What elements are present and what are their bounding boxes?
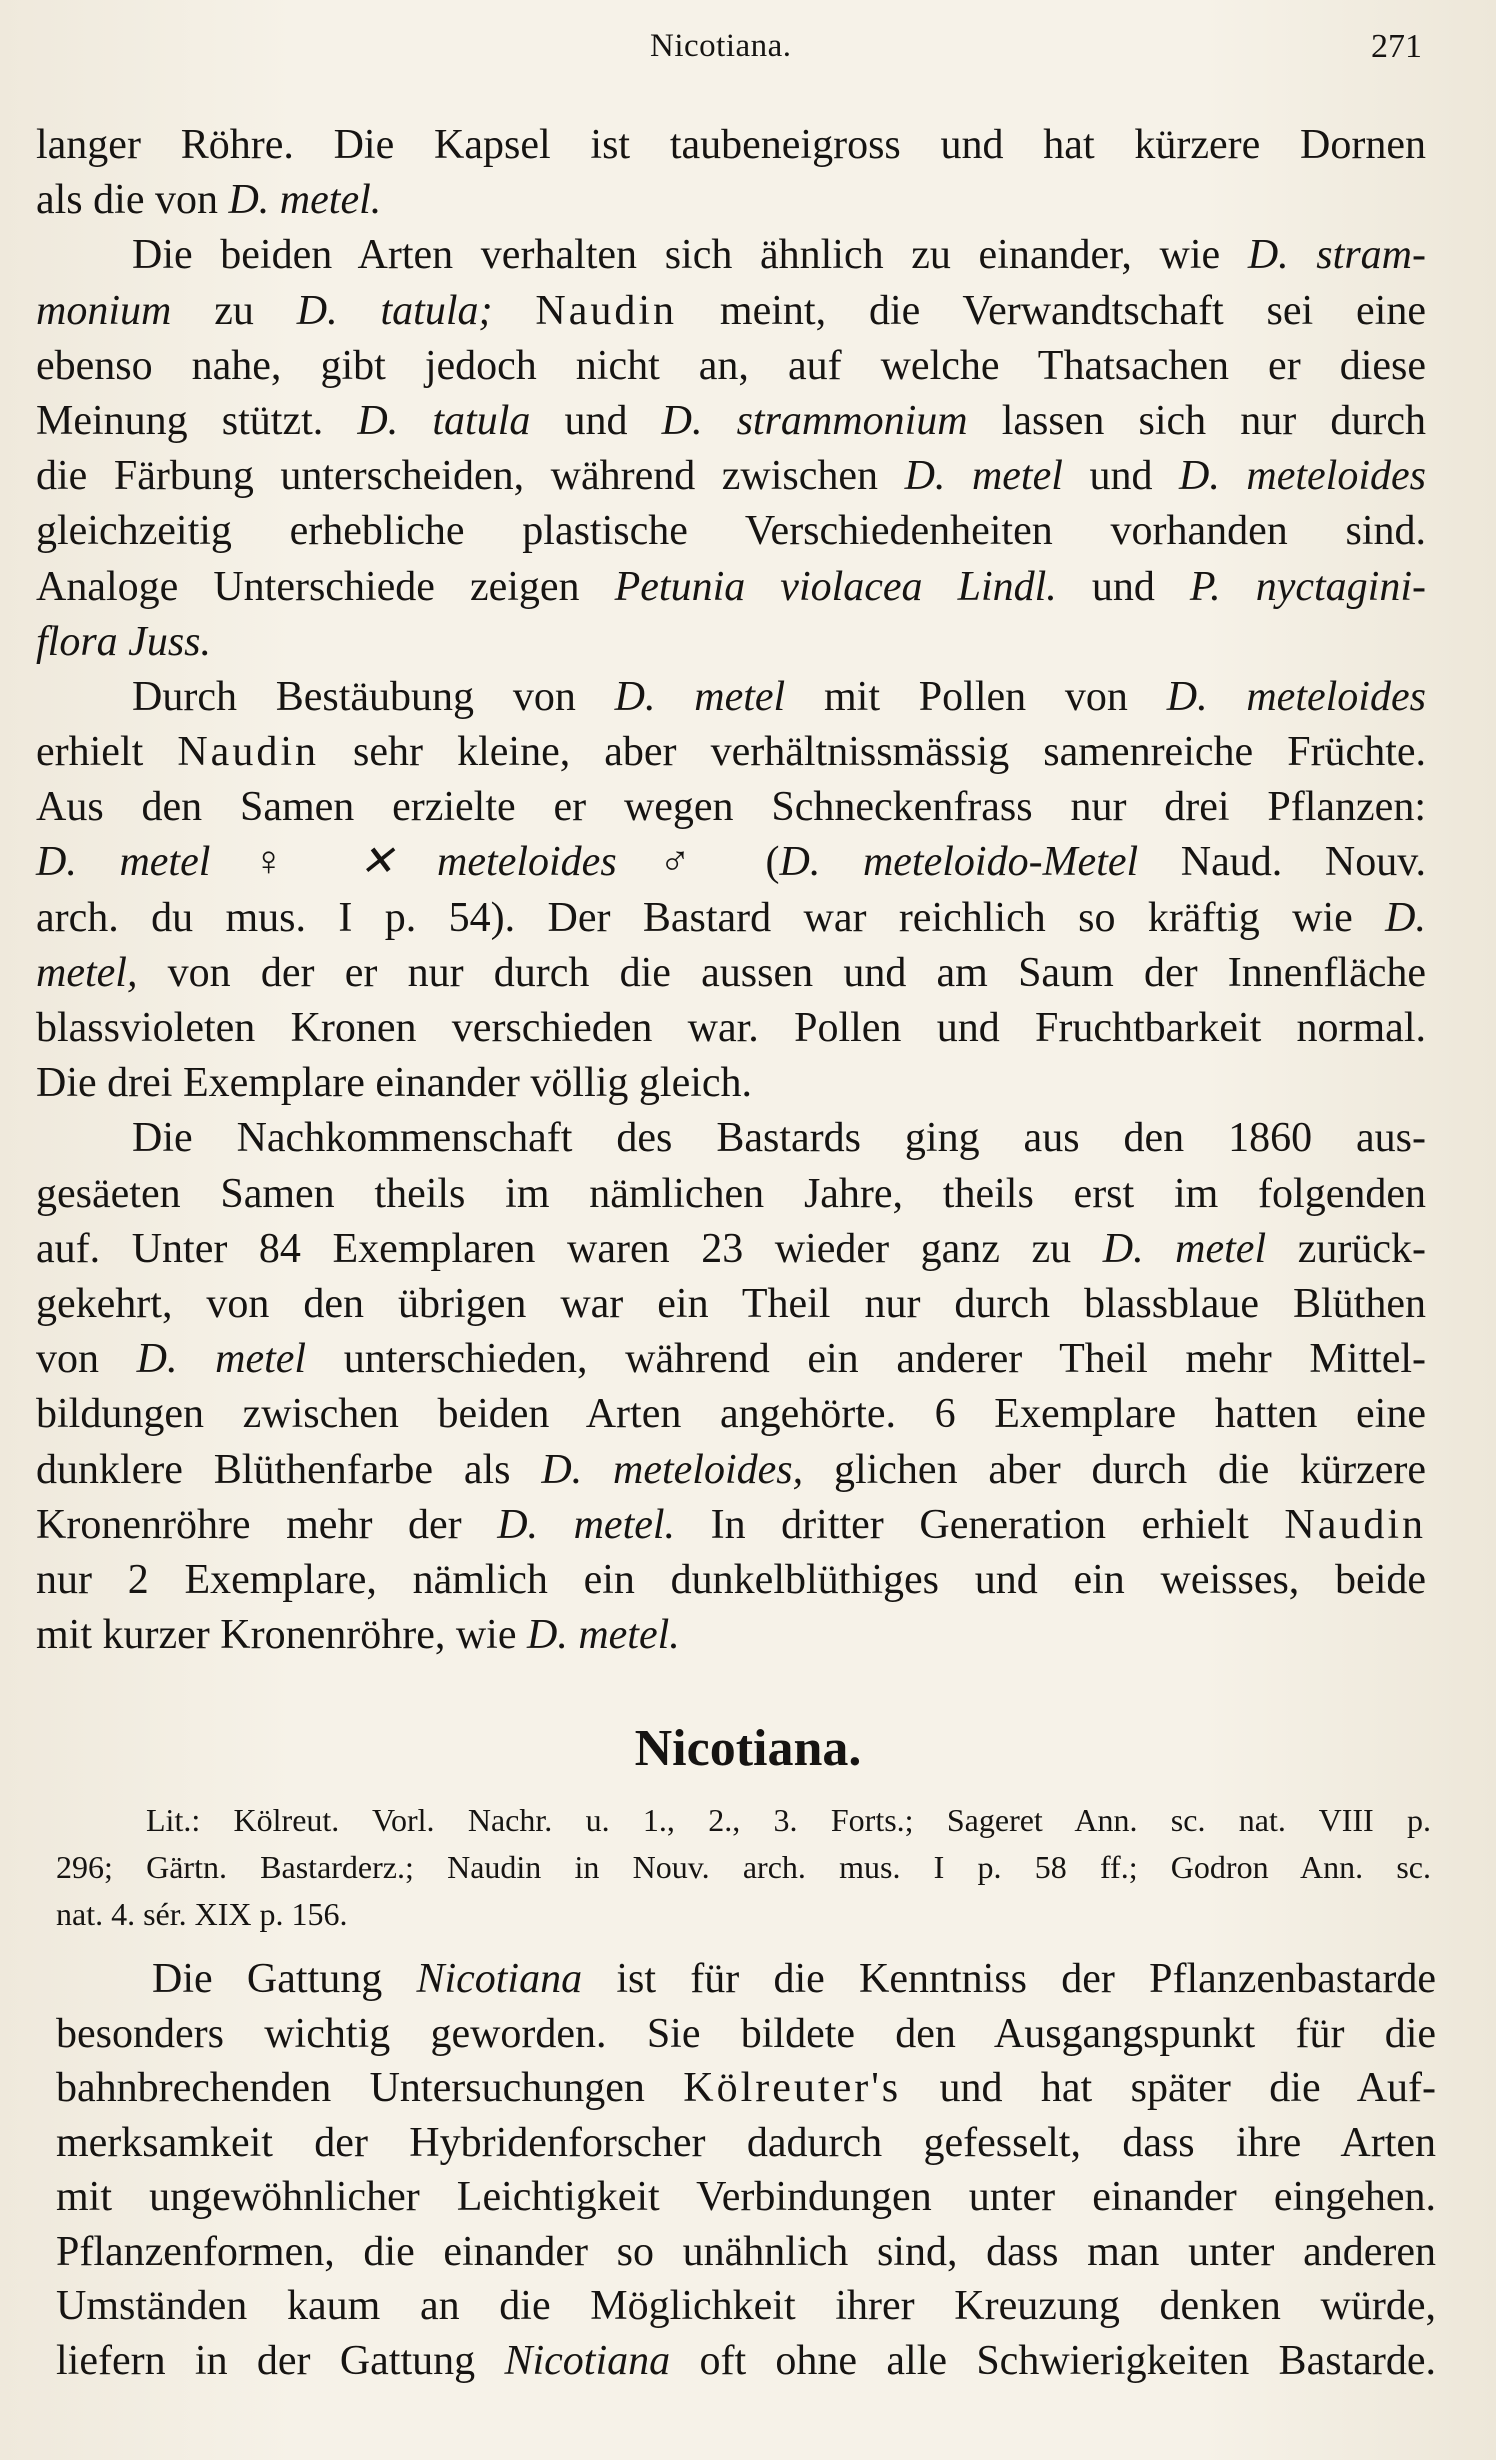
text-run: besonders wichtig geworden. Sie bildete den Ausgangspunkt für die [56, 2010, 1436, 2057]
text-line [36, 1277, 1426, 1332]
text-run: ebenso nahe, gibt jedoch nicht an, auf welche Thatsachen er diese [36, 342, 1426, 389]
italic-text: flora Juss. [36, 618, 212, 665]
text-line [36, 946, 1426, 1001]
text-run: die Färbung unterscheiden, während zwischen [36, 453, 905, 500]
italic-text: D. [1385, 894, 1426, 941]
text-run: Analoge Unterschiede zeigen [36, 563, 615, 610]
italic-text: D. tatula [357, 397, 531, 444]
section-heading: Nicotiana. [634, 1720, 862, 1777]
italic-text: D. metel [136, 1336, 307, 1383]
text-line [56, 1952, 1436, 2007]
italic-text: D. metel ♀ ✕ meteloides ♂ [36, 839, 723, 886]
running-head-title: Nicotiana. [650, 28, 792, 64]
text-run: blassvioleten Kronen verschieden war. Pollen und Fruchtbarkeit normal. [36, 1005, 1426, 1051]
text-run: Kronenröhre mehr der [36, 1501, 498, 1548]
text-run: ist für die Kenntniss der Pflanzenbastarde [582, 1956, 1436, 2002]
text-run: gekehrt, von den übrigen war ein Theil nur durch blassblaue Blüthen [36, 1280, 1426, 1327]
text-run: Die drei Exemplare einander völlig gleich. [36, 1060, 753, 1107]
text-line [36, 1111, 1426, 1166]
text-run: Pflanzenformen, die einander so unähnlich sind, dass man unter anderen [56, 2228, 1436, 2275]
text-run: mit kurzer Kronenröhre, wie [36, 1612, 527, 1659]
text-line [36, 1222, 1426, 1277]
italic-text: D. meteloides, [541, 1446, 804, 1493]
text-run: Naud. Nouv. [1138, 839, 1426, 886]
text-run: Die beiden Arten verhalten sich ähnlich zu einander, wie [132, 232, 1248, 279]
literature-line: 296; Gärtn. Bastarderz.; Naudin in Nouv. arch. mus. I p. 58 ff.; Godron Ann. sc. [56, 1849, 1431, 1885]
text-line [56, 2279, 1436, 2334]
italic-text: D. metel [614, 673, 786, 720]
text-run: liefern in der Gattung [56, 2337, 505, 2384]
italic-text: D. metel [904, 453, 1063, 500]
italic-text: D. meteloido-Metel [779, 839, 1139, 886]
text-run: Die Gattung [152, 1956, 417, 2002]
text-run: und [1056, 563, 1190, 610]
text-run: bahnbrechenden Untersuchungen [56, 2065, 684, 2111]
text-line [36, 339, 1426, 394]
running-head [0, 28, 1496, 78]
text-run: gleichzeitig erhebliche plastische Verschiedenheiten vorhanden sind. [36, 508, 1426, 555]
text-line [36, 1001, 1426, 1056]
italic-text: metel, [36, 949, 138, 996]
text-line [36, 891, 1426, 946]
text-line [56, 2007, 1436, 2062]
text-run: Durch Bestäubung von [132, 673, 615, 720]
spaced-name: Kölreuter's [683, 2065, 902, 2111]
text-run: auf. Unter 84 Exemplaren waren 23 wieder ganz zu [36, 1225, 1103, 1272]
text-line [36, 1443, 1426, 1498]
text-run: und hat später die Auf- [901, 2065, 1437, 2111]
italic-text: D. metel. [497, 1501, 676, 1548]
text-run: Die Nachkommenschaft des Bastards ging aus den 1860 aus- [132, 1115, 1426, 1162]
text-line [36, 228, 1426, 283]
text-line [36, 725, 1426, 780]
text-run: langer Röhre. Die Kapsel ist taubeneigross und hat kürzere Dornen [36, 122, 1426, 168]
text-run: von der er nur durch die aussen und am Saum der Innenfläche [137, 949, 1426, 996]
text-run: gesäeten Samen theils im nämlichen Jahre, theils erst im folgenden [36, 1170, 1426, 1217]
page-number: 271 [1371, 28, 1422, 65]
text-line [36, 1608, 1426, 1663]
body-text [36, 118, 1426, 1663]
text-run: mit Pollen von [785, 673, 1167, 720]
spaced-name: Naudin [535, 287, 678, 334]
text-line [36, 1056, 1426, 1111]
text-run: sehr kleine, aber verhältnissmässig samenreiche Früchte. [319, 729, 1427, 776]
text-line [36, 1553, 1426, 1608]
text-run: nur 2 Exemplare, nämlich ein dunkelblüthiges und ein weisses, beide [36, 1556, 1426, 1603]
text-run: Meinung stützt. [36, 397, 358, 444]
literature-line: Lit.: Kölreut. Vorl. Nachr. u. 1., 2., 3. Forts.; Sageret Ann. sc. nat. VIII p. [146, 1802, 1431, 1838]
text-run: als die von [36, 177, 229, 224]
text-line [36, 1167, 1426, 1222]
text-line [36, 670, 1426, 725]
text-run: merksamkeit der Hybridenforscher dadurch gefesselt, dass ihre Arten [56, 2119, 1436, 2166]
text-line [36, 835, 1426, 890]
text-run [492, 288, 535, 334]
spaced-name: Naudin [1284, 1501, 1427, 1548]
text-line [36, 560, 1426, 615]
italic-text: D. meteloides [1166, 673, 1426, 720]
text-run: erhielt [36, 729, 178, 776]
italic-text: D. strammonium [661, 397, 968, 444]
text-run: und [1062, 453, 1179, 500]
text-run: unterschieden, während ein anderer Theil mehr Mittel- [306, 1336, 1426, 1383]
text-line [56, 2225, 1436, 2280]
section-body-text [56, 1952, 1436, 2388]
italic-text: monium [36, 287, 172, 334]
text-run: von [36, 1336, 137, 1383]
text-line [36, 1332, 1426, 1387]
text-run: dunklere Blüthenfarbe als [36, 1446, 542, 1493]
text-run: Aus den Samen erzielte er wegen Schneckenfrass nur drei Pflanzen: [36, 784, 1426, 831]
italic-text: D. metel [1102, 1225, 1267, 1272]
text-line [36, 394, 1426, 449]
text-run: meint, die Verwandtschaft sei eine [677, 287, 1426, 334]
text-run: In dritter Generation erhielt [675, 1501, 1285, 1548]
italic-text: Nicotiana [416, 1956, 583, 2002]
text-line [56, 2116, 1436, 2171]
spaced-name: Naudin [177, 729, 319, 776]
text-line [56, 2061, 1436, 2116]
text-line [36, 1387, 1426, 1442]
text-line [36, 504, 1426, 559]
text-run: und [530, 397, 662, 444]
text-run: oft ohne alle Schwierigkeiten Bastarde. [670, 2337, 1436, 2384]
text-line [36, 615, 1426, 670]
literature-references [56, 1797, 1431, 1938]
text-run: zu [171, 287, 297, 334]
text-run: ( [722, 839, 780, 886]
text-run: mit ungewöhnlicher Leichtigkeit Verbindungen unter einander eingehen. [56, 2174, 1436, 2220]
italic-text: Petunia violacea Lindl. [614, 563, 1057, 610]
text-run: lassen sich nur durch [967, 397, 1427, 444]
text-run: Umständen kaum an die Möglichkeit ihrer Kreuzung denken würde, [56, 2283, 1436, 2329]
text-run: arch. du mus. I p. 54). Der Bastard war reichlich so kräftig wie [36, 894, 1386, 941]
text-line [36, 780, 1426, 835]
text-line [36, 173, 1426, 228]
italic-text: D. tatula; [296, 287, 493, 334]
text-line [36, 449, 1426, 504]
text-run: bildungen zwischen beiden Arten angehörte. 6 Exemplare hatten eine [36, 1391, 1426, 1438]
italic-text: Nicotiana [504, 2337, 671, 2384]
italic-text: D. stram- [1247, 232, 1426, 279]
literature-line: nat. 4. sér. XIX p. 156. [56, 1896, 348, 1932]
italic-text: P. nyctagini- [1189, 563, 1426, 610]
text-line [36, 284, 1426, 339]
text-line [56, 2334, 1436, 2389]
italic-text: D. meteloides [1179, 453, 1426, 500]
text-run: glichen aber durch die kürzere [803, 1446, 1427, 1493]
text-line [36, 1498, 1426, 1553]
italic-text: D. metel. [228, 177, 382, 224]
text-run: zurück- [1266, 1225, 1426, 1272]
text-line [36, 118, 1426, 173]
text-line [56, 2170, 1436, 2225]
italic-text: D. metel. [526, 1612, 680, 1659]
